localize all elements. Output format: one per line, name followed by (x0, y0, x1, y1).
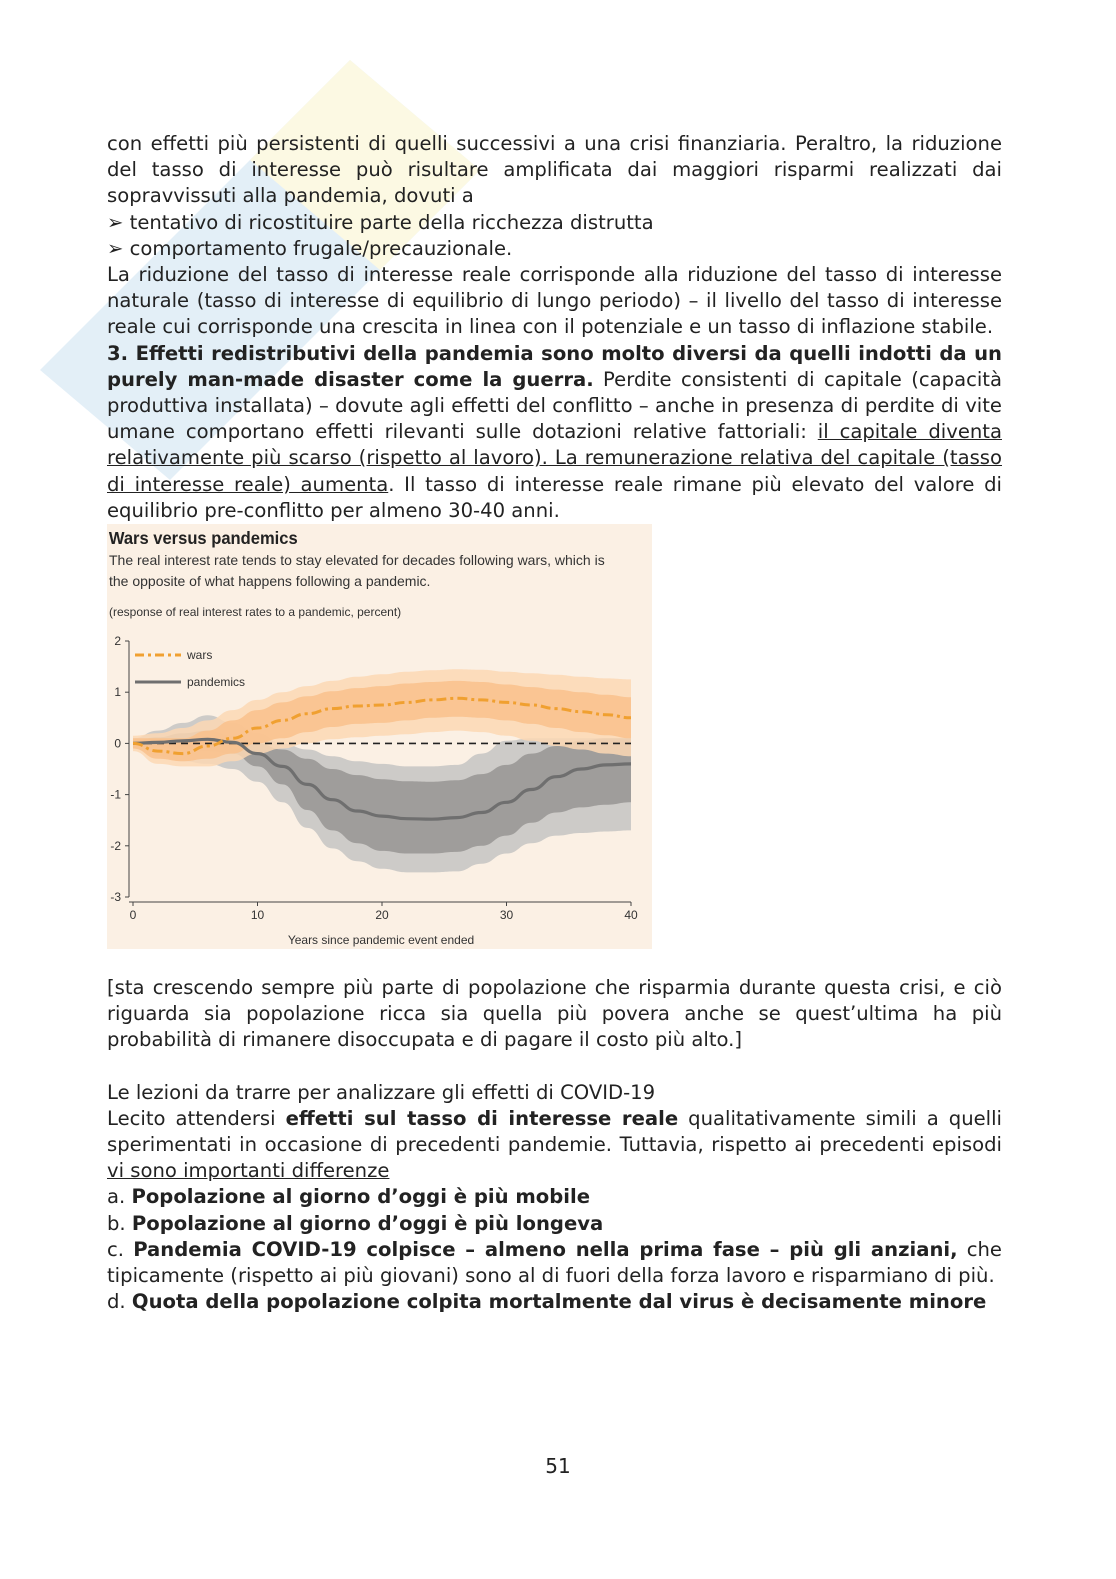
y-tick-label: -2 (110, 838, 121, 853)
y-tick-label: 1 (114, 685, 121, 700)
x-tick-label: 10 (250, 908, 265, 923)
plot-area (110, 634, 638, 922)
spacer (107, 1054, 1002, 1080)
item-label: a. (107, 1185, 132, 1209)
spacer (107, 949, 1002, 975)
page-number: 51 (545, 1454, 571, 1478)
item-rest: che tipicamente (rispetto ai più giovani) sono al di fuori della forza lavoro e risparmiano di più. (107, 1237, 1002, 1288)
x-tick-label: 30 (499, 908, 514, 923)
list-item-d (107, 1289, 1002, 1315)
item-bold: Popolazione al giorno d’oggi è più longeva (131, 1211, 604, 1235)
lessons-text-2: qualitativamente simili a quelli sperimentati in occasione di precedenti pandemie. Tuttavia, rispetto ai precedenti episodi (107, 1106, 1002, 1157)
list-item-a (107, 1184, 1002, 1210)
chart-x-axis-label: Years since pandemic event ended (287, 933, 475, 948)
item-bold: Quota della popolazione colpita mortalmente dal virus è decisamente minore (131, 1290, 987, 1314)
item-bold: Pandemia COVID-19 colpisce – almeno nella prima fase – più gli anziani, (133, 1237, 958, 1261)
lessons-bold: effetti sul tasso di interesse reale (285, 1106, 679, 1130)
list-item-b (107, 1211, 1002, 1237)
x-tick-label: 0 (129, 908, 137, 923)
y-tick-label: -3 (110, 890, 121, 905)
redistributive-text-2: . Il tasso di interesse reale rimane più elevato del valore di equilibrio pre-conflitto per almeno 30-40 anni. (107, 472, 1002, 522)
paragraph-intro: con effetti più persistenti di quelli successivi a una crisi finanziaria. Peraltro, la riduzione del tasso di interesse può risultare amplificata dai maggiori risparmi realizzati dai sopravvissuti alla pandemia, dovuti a (107, 132, 1002, 208)
item-label: c. (107, 1237, 134, 1261)
paragraph-natural-rate: La riduzione del tasso di interesse reale corrisponde alla riduzione del tasso di interesse naturale (tasso di interesse di equilibrio di lungo periodo) – il livello del tasso di interesse reale cui corrisponde una crescita in linea con il potenziale e un tasso di inflazione stabile. (107, 263, 1002, 339)
list-item-c (107, 1237, 1002, 1289)
paragraph-redistributive (107, 341, 1002, 524)
y-tick-label: 2 (114, 634, 121, 649)
lessons-text-1: Lecito attendersi (107, 1106, 286, 1130)
y-tick-label: -1 (110, 787, 121, 802)
bullet-item: ➢ comportamento frugale/precauzionale. (107, 236, 513, 260)
bullet-list (107, 210, 1002, 262)
legend-pandemics-label: pandemics (187, 675, 246, 690)
document-body (107, 131, 1002, 1315)
lessons-underline: vi sono importanti differenze (107, 1159, 390, 1183)
item-label: d. (107, 1290, 132, 1314)
chart-svg (107, 524, 652, 949)
chart-title: Wars versus pandemics (108, 527, 298, 549)
wars-vs-pandemics-chart (107, 524, 652, 949)
redistributive-underline: il capitale diventa relativamente più scarso (rispetto al lavoro). La remunerazione relativa del capitale (tasso di interesse reale) aumenta (107, 420, 1002, 496)
chart-subtitle-line-2: the opposite of what happens following a pandemic. (109, 573, 431, 590)
bullet-item: ➢ tentativo di ricostituire parte della ricchezza distrutta (107, 210, 654, 234)
paragraph-savings-note: [sta crescendo sempre più parte di popolazione che risparmia durante questa crisi, e ciò riguarda sia popolazione ricca sia quella più povera anche se quest’ultima ha più probabilità di rimanere disoccupata e di pagare il costo più alto.] (107, 976, 1002, 1052)
x-tick-label: 20 (375, 908, 389, 923)
item-label: b. (107, 1211, 132, 1235)
chart-subtitle-line-1: The real interest rate tends to stay elevated for decades following wars, which is (109, 552, 605, 569)
paragraph-lessons (107, 1106, 1002, 1185)
redistributive-text-1: Perdite consistenti di capitale (capacità produttiva installata) – dovute agli effetti del conflitto – anche in presenza di perdite di vite umane comportano effetti rilevanti sulle dotazioni relative fattoriali: (107, 367, 1002, 444)
section-lessons-title: Le lezioni da trarre per analizzare gli effetti di COVID-19 (107, 1080, 656, 1104)
chart-note: (response of real interest rates to a pandemic, percent) (109, 605, 402, 620)
item-bold: Popolazione al giorno d’oggi è più mobile (131, 1185, 590, 1209)
y-tick-label: 0 (114, 736, 121, 751)
legend-wars-label: wars (187, 648, 213, 663)
redistributive-heading: 3. Effetti redistributivi della pandemia sono molto diversi da quelli indotti da un purely man-made disaster come la guerra. (107, 341, 1002, 391)
x-tick-label: 40 (624, 908, 638, 923)
